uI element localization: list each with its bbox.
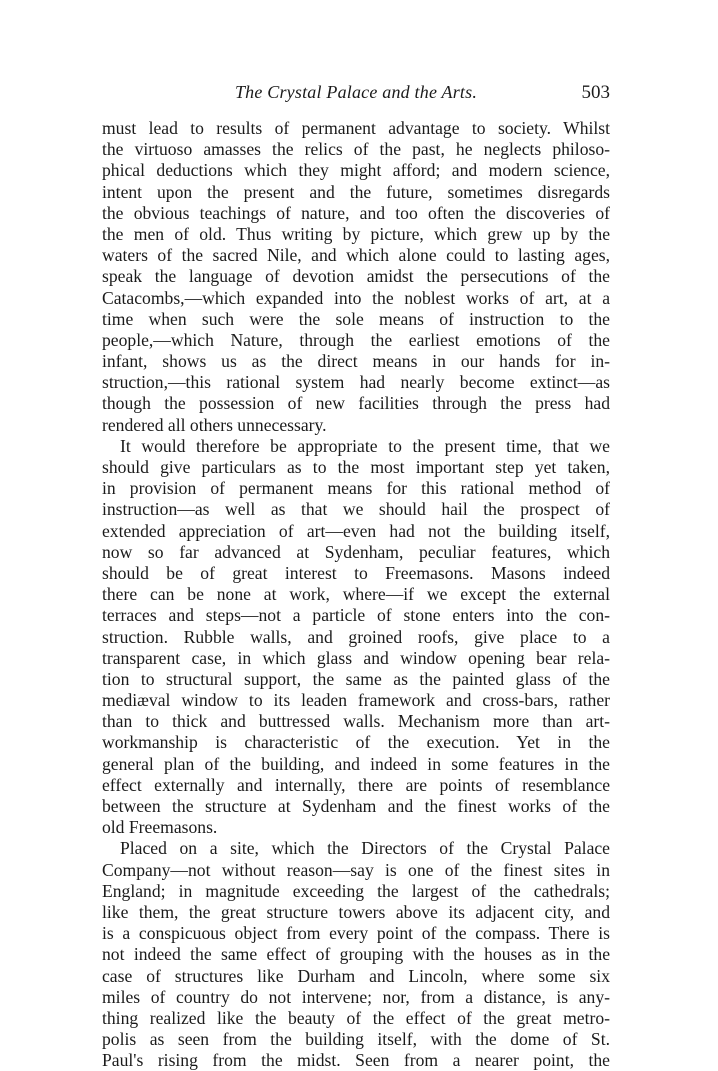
text-line: general plan of the building, and indeed in some features in the <box>102 753 610 774</box>
text-line: struction,—this rational system had nearly become extinct—as <box>102 372 610 393</box>
text-line: there can be none at work, where—if we except the external <box>102 584 610 605</box>
text-line: should be of great interest to Freemasons. Masons indeed <box>102 562 610 583</box>
text-line: speak the language of devotion amidst the persecutions of the <box>102 266 610 287</box>
text-line: thing realized like the beauty of the effect of the great metro- <box>102 1007 610 1028</box>
text-line: terraces and steps—not a particle of stone enters into the con- <box>102 605 610 626</box>
text-line: Paul's rising from the midst. Seen from a nearer point, the <box>102 1050 610 1071</box>
text-line: the men of old. Thus writing by picture, which grew up by the <box>102 223 610 244</box>
text-line: than to thick and buttressed walls. Mechanism more than art- <box>102 711 610 732</box>
text-line: effect externally and internally, there are points of resemblance <box>102 774 610 795</box>
text-line: tion to structural support, the same as the painted glass of the <box>102 668 610 689</box>
text-line: like them, the great structure towers above its adjacent city, and <box>102 901 610 922</box>
text-line: old Freemasons. <box>102 817 218 838</box>
text-line: transparent case, in which glass and window opening bear rela- <box>102 647 610 668</box>
text-line: waters of the sacred Nile, and which alone could to lasting ages, <box>102 245 610 266</box>
paragraph-start-line: Placed on a site, which the Directors of the Crystal Palace <box>120 838 610 859</box>
text-line: must lead to results of permanent advantage to society. Whilst <box>102 118 610 138</box>
text-line: the virtuoso amasses the relics of the past, he neglects philoso- <box>102 139 610 160</box>
text-line: people,—which Nature, through the earliest emotions of the <box>102 329 610 350</box>
text-line: Catacombs,—which expanded into the noblest works of art, at a <box>102 287 610 308</box>
text-line: England; in magnitude exceeding the largest of the cathedrals; <box>102 880 610 901</box>
text-line: in provision of permanent means for this rational method of <box>102 478 610 499</box>
text-line: not indeed the same effect of grouping with the houses as in the <box>102 944 610 965</box>
paragraph-start-line: It would therefore be appropriate to the present time, that we <box>120 435 610 456</box>
text-line: should give particulars as to the most important step yet taken, <box>102 457 610 477</box>
text-line: time when such were the sole means of instruction to the <box>102 308 610 329</box>
text-line: miles of country do not intervene; nor, from a distance, is any- <box>102 986 610 1007</box>
text-line: mediæval window to its leaden framework and cross-bars, rather <box>102 690 610 711</box>
text-line: rendered all others unnecessary. <box>102 414 327 435</box>
text-line: instruction—as well as that we should hail the prospect of <box>102 499 610 520</box>
book-page <box>102 78 610 1071</box>
text-line: case of structures like Durham and Lincoln, where some six <box>102 965 610 986</box>
running-title: The Crystal Palace and the Arts. <box>234 82 478 102</box>
text-line: phical deductions which they might afford; and modern science, <box>102 160 610 181</box>
text-line: now so far advanced at Sydenham, peculiar features, which <box>102 541 610 562</box>
text-line: extended appreciation of art—even had not the building itself, <box>102 520 610 541</box>
text-line: between the structure at Sydenham and the finest works of the <box>102 796 610 816</box>
text-line: the obvious teachings of nature, and too often the discoveries of <box>102 202 610 223</box>
text-line: infant, shows us as the direct means in our hands for in- <box>102 351 610 372</box>
text-line: is a conspicuous object from every point of the compass. There is <box>102 923 610 944</box>
text-line: Company—not without reason—say is one of the finest sites in <box>102 859 610 880</box>
page-number: 503 <box>581 82 610 103</box>
body-text <box>102 118 610 1071</box>
text-line: intent upon the present and the future, sometimes disregards <box>102 181 610 202</box>
text-line: workmanship is characteristic of the execution. Yet in the <box>102 732 610 753</box>
page-header <box>102 78 610 112</box>
text-line: polis as seen from the building itself, with the dome of St. <box>102 1029 610 1050</box>
text-line: though the possession of new facilities through the press had <box>102 393 610 414</box>
text-line: struction. Rubble walls, and groined roofs, give place to a <box>102 626 610 647</box>
